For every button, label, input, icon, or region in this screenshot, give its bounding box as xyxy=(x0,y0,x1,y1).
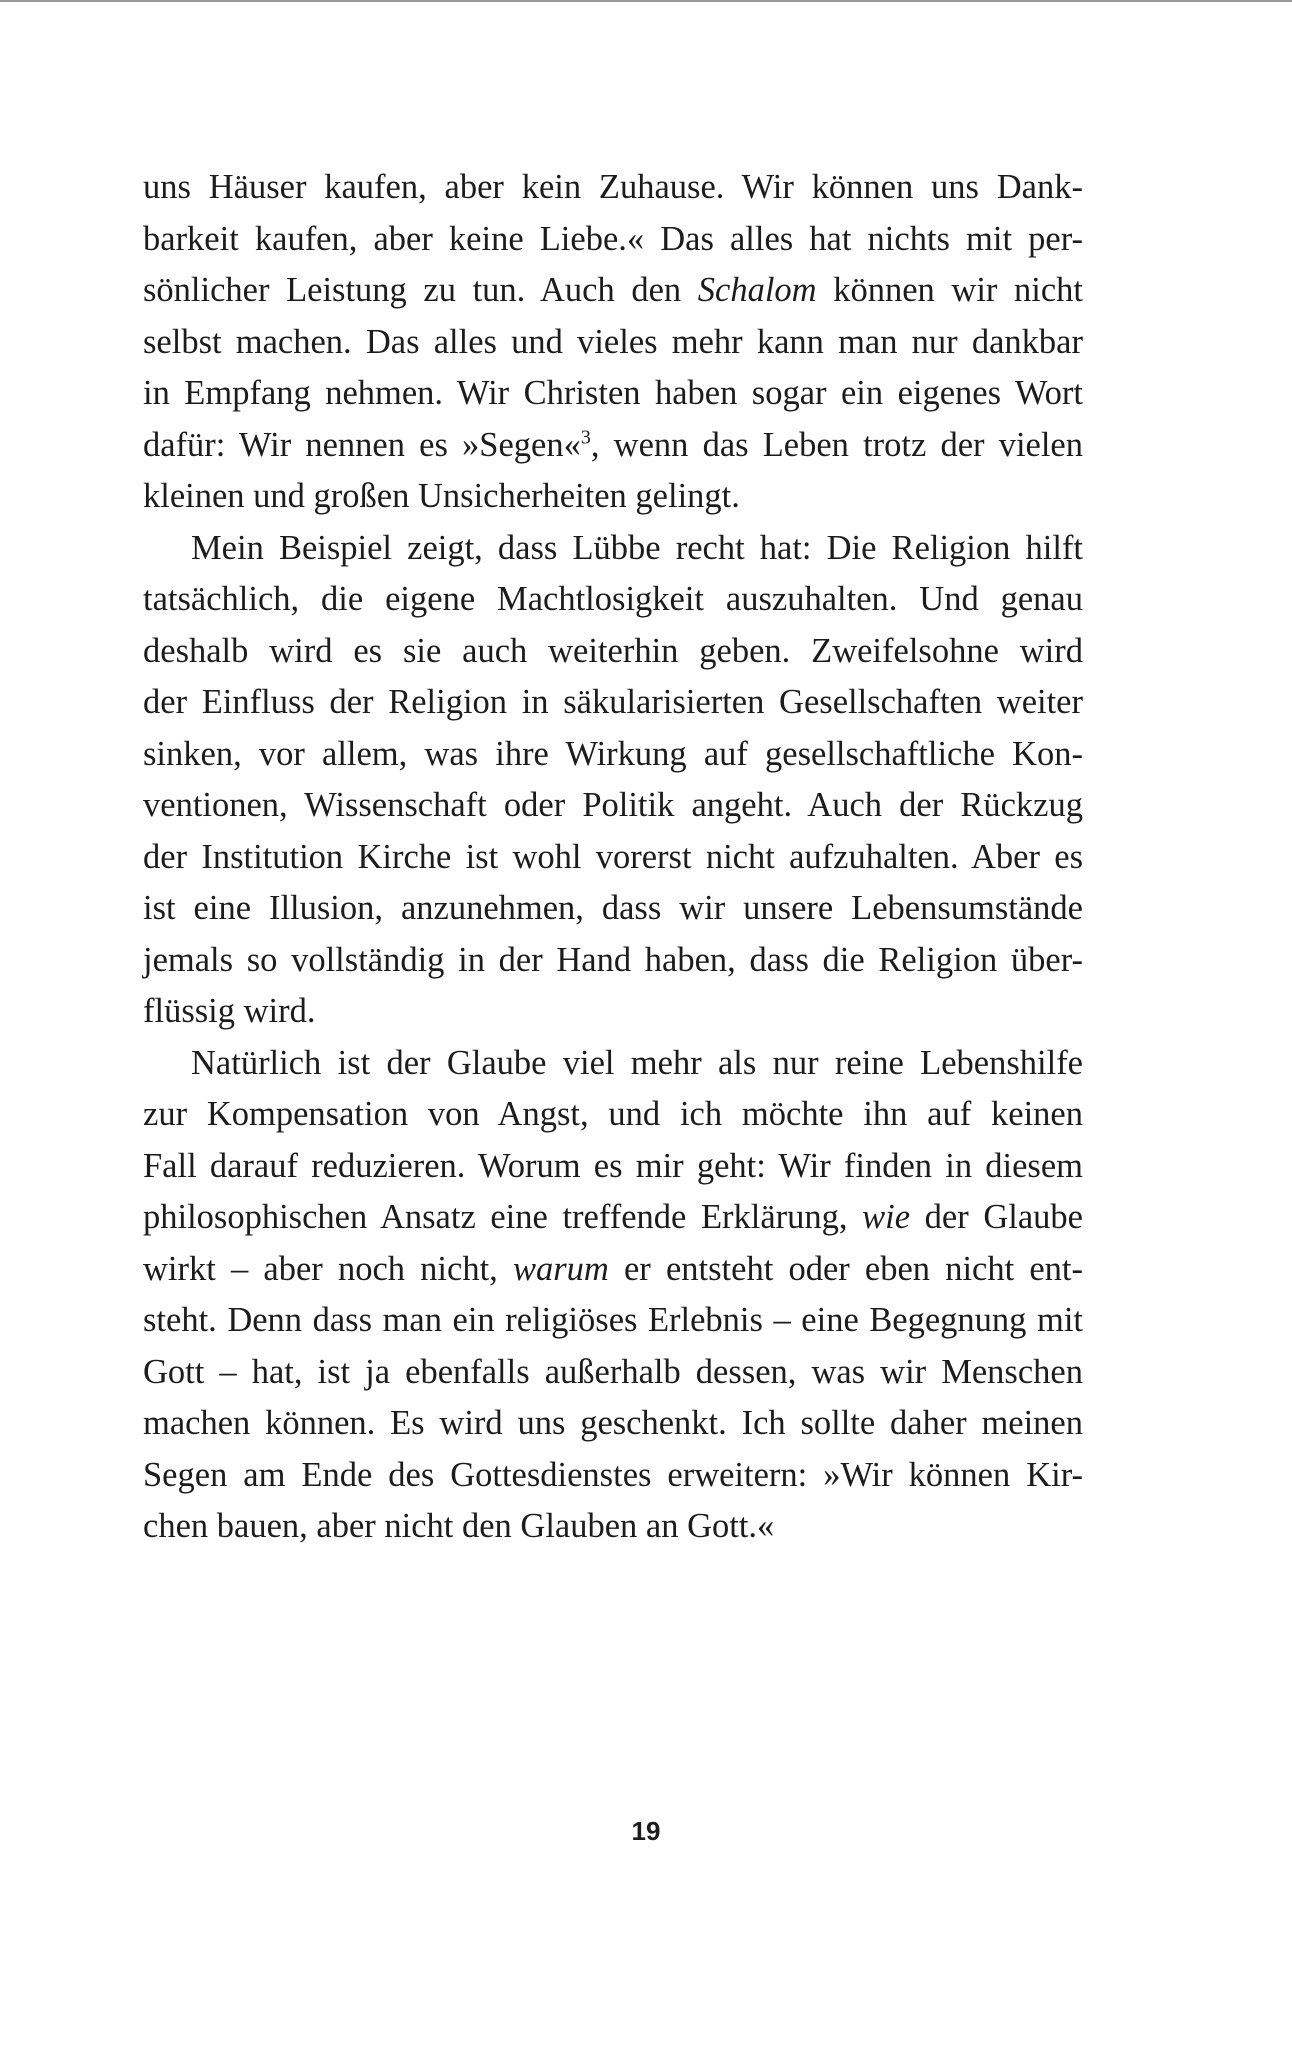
emphasis-run: Schalom xyxy=(697,271,817,309)
text-line xyxy=(143,420,1083,472)
text-run: barkeit kaufen, aber keine Liebe.« Das alles hat nichts mit per- xyxy=(143,219,1083,258)
text-line xyxy=(143,265,1083,317)
text-run: Natürlich ist der Glaube viel mehr als nur reine Lebenshilfe xyxy=(191,1043,1083,1082)
text-run: jemals so vollständig in der Hand haben, dass die Religion über- xyxy=(143,940,1083,979)
text-line xyxy=(143,729,1083,781)
text-line xyxy=(143,832,1083,884)
text-run: in Empfang nehmen. Wir Christen haben sogar ein eigenes Wort xyxy=(143,374,1083,412)
paragraph xyxy=(143,523,1083,1038)
emphasis-run: warum xyxy=(512,1249,609,1288)
text-line xyxy=(143,1089,1083,1141)
top-border-rule xyxy=(0,0,1292,2)
text-line xyxy=(143,1141,1083,1193)
text-line xyxy=(143,1398,1083,1450)
text-run: tatsächlich, die eigene Machtlosigkeit auszuhalten. Und genau xyxy=(143,580,1083,618)
paragraph xyxy=(143,162,1083,523)
text-run: flüssig wird. xyxy=(143,992,316,1030)
text-line xyxy=(143,368,1083,420)
text-line xyxy=(143,883,1083,935)
text-run: Mein Beispiel zeigt, dass Lübbe recht hat: Die Religion hilft xyxy=(191,528,1083,567)
text-line xyxy=(143,1347,1083,1399)
text-run: sönlicher Leistung zu tun. Auch den xyxy=(143,271,698,309)
text-run: uns Häuser kaufen, aber kein Zuhause. Wir können uns Dank- xyxy=(143,168,1083,206)
text-run: können wir nicht xyxy=(816,271,1083,309)
text-line xyxy=(143,1450,1083,1502)
text-line xyxy=(143,523,1083,575)
text-line xyxy=(143,1244,1083,1296)
text-run: philosophischen Ansatz eine treffende Erklärung, xyxy=(143,1198,863,1236)
text-run: chen bauen, aber nicht den Glauben an Gott.« xyxy=(143,1507,775,1545)
text-run: der Institution Kirche ist wohl vorerst nicht aufzuhalten. Aber es xyxy=(143,837,1083,876)
text-run: der Glaube xyxy=(910,1198,1083,1236)
text-run: ist eine Illusion, anzunehmen, dass wir unsere Lebensumstände xyxy=(143,889,1083,927)
footnote-marker: 3 xyxy=(580,426,591,448)
text-run: machen können. Es wird uns geschenkt. Ich sollte daher meinen xyxy=(143,1404,1083,1442)
text-line xyxy=(143,214,1083,266)
text-line xyxy=(143,780,1083,832)
text-run: sinken, vor allem, was ihre Wirkung auf gesellschaftliche Kon- xyxy=(143,734,1083,773)
text-line xyxy=(143,471,1083,523)
text-run: Gott – hat, ist ja ebenfalls außerhalb dessen, was wir Menschen xyxy=(143,1352,1083,1391)
text-run: ventionen, Wissenschaft oder Politik angeht. Auch der Rückzug xyxy=(143,786,1083,824)
text-run: deshalb wird es sie auch weiterhin geben. Zweifelsohne wird xyxy=(143,631,1083,670)
text-line xyxy=(143,1038,1083,1090)
paragraph xyxy=(143,1038,1083,1553)
text-run: er entsteht oder eben nicht ent- xyxy=(608,1249,1084,1288)
text-line xyxy=(143,574,1083,626)
text-line xyxy=(143,935,1083,987)
text-line xyxy=(143,1192,1083,1244)
text-line xyxy=(143,162,1083,214)
text-line xyxy=(143,677,1083,729)
text-run: steht. Denn dass man ein religiöses Erlebnis – eine Begegnung mit xyxy=(143,1301,1083,1339)
text-run: kleinen und großen Unsicherheiten gelingt. xyxy=(143,477,740,515)
text-line xyxy=(143,1501,1083,1553)
body-text xyxy=(143,162,1083,1553)
text-run: selbst machen. Das alles und vieles mehr kann man nur dankbar xyxy=(143,322,1083,361)
text-run: dafür: Wir nennen es »Segen« xyxy=(143,425,581,464)
text-run: , wenn das Leben trotz der vielen xyxy=(590,425,1083,464)
text-line xyxy=(143,317,1083,369)
page-number: 19 xyxy=(631,1816,661,1846)
text-line xyxy=(143,986,1083,1038)
text-run: Segen am Ende des Gottesdienstes erweitern: »Wir können Kir- xyxy=(143,1455,1083,1494)
text-run: der Einfluss der Religion in säkularisierten Gesellschaften weiter xyxy=(143,683,1083,721)
text-line xyxy=(143,626,1083,678)
emphasis-run: wie xyxy=(862,1198,911,1236)
text-run: Fall darauf reduzieren. Worum es mir geht: Wir finden in diesem xyxy=(143,1146,1083,1185)
text-run: wirkt – aber noch nicht, xyxy=(143,1249,513,1288)
text-run: zur Kompensation von Angst, und ich möchte ihn auf keinen xyxy=(143,1095,1083,1133)
text-line xyxy=(143,1295,1083,1347)
